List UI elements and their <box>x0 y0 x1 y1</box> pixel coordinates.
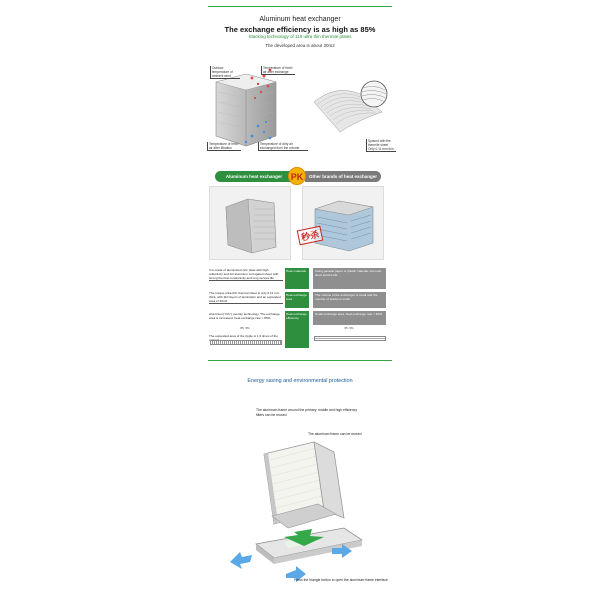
corrugation-profile-right <box>314 336 386 341</box>
label-heat-exchange-efficiency: Heat exchange efficiency <box>285 311 309 348</box>
aluminum-point-overlay: Aluminum("Λ/Λ") overlay technology. The exchange area is increased, heat exchange rate > 85% <box>209 312 280 320</box>
dim-label-right: 65, 5% <box>344 326 354 330</box>
callout-outdoor-ambient: Outdoor temperature of ambient wind <box>210 66 240 79</box>
aluminum-exchanger-photo <box>210 187 292 261</box>
header-area-note: The developed area is about 30m2 <box>265 43 335 48</box>
header-title: Aluminum heat exchanger <box>259 16 341 23</box>
callout-exhausted-air: Temperature of dirty air exchanged from the volume <box>258 142 308 151</box>
other-point-area: The volume of the exchanger is small and the number of stacks is small <box>313 292 386 308</box>
header-headline: The exchange efficiency is as high as 85% <box>224 25 376 34</box>
pk-badge: PK <box>288 167 306 185</box>
tab-aluminum-heat-exchanger: Aluminum heat exchanger <box>215 171 293 182</box>
other-point-efficiency: Small exchange area, heat exchange rate < 60% <box>313 311 386 325</box>
frame-reuse-note: The aluminum frame around the primary, middle and high efficiency filters can be reused <box>256 408 358 417</box>
seckill-stamp: 秒杀 <box>297 226 324 246</box>
aluminum-point-thin-sheet: The unique ultra-thin thermal sheet is only 0.11 mm thick, with 110 layers of lamination and an expanded area of 30m2 <box>209 291 283 304</box>
aluminum-exchanger-photo-panel <box>209 186 291 260</box>
corrugation-profile-left <box>210 340 282 345</box>
header-subline: Stacking technology of 110 ultra thin thermite plates <box>248 34 352 39</box>
section2-title: Energy saving and environmental protection <box>247 378 353 384</box>
corrugated-foil-diagram <box>310 80 394 142</box>
other-exchanger-photo-panel <box>302 186 384 260</box>
frame-reusable-note: The aluminum frame can be reused <box>308 432 362 436</box>
dim-label-left: 85, 5% <box>240 326 250 330</box>
aluminum-point-ripple: The expanded area of the ripple is 1.9 times of the <box>209 334 278 338</box>
callout-foil-thickness: Spaced with the thermite sheet Only 0.11 mm thin <box>366 139 396 152</box>
callout-indoor-after-exchange: Temperature of fresh air after exchange <box>261 66 295 75</box>
tab-other-brands: Other brands of heat exchanger <box>305 171 381 182</box>
other-point-materials: Using general paper or plastic material, low cost, short service life <box>313 268 386 289</box>
middle-divider <box>208 360 392 361</box>
triangle-button-note: Press the triangle button to open the aluminum frame interface <box>294 578 388 582</box>
aluminum-frame-illustration <box>228 436 388 586</box>
other-exchanger-photo <box>303 187 385 261</box>
top-divider <box>208 6 392 7</box>
callout-air-after-filtration: Temperature of fresh air after filtration <box>207 142 241 151</box>
aluminum-point-materials: It is made of aluminized zinc plate with high reflectivity and foil aluminum corrugated sheet with strong thermal conductivity and long service life <box>209 268 283 281</box>
label-heat-exchange-area: Heat exchange area <box>285 292 309 308</box>
label-heat-materials: Heat materials <box>285 268 309 289</box>
